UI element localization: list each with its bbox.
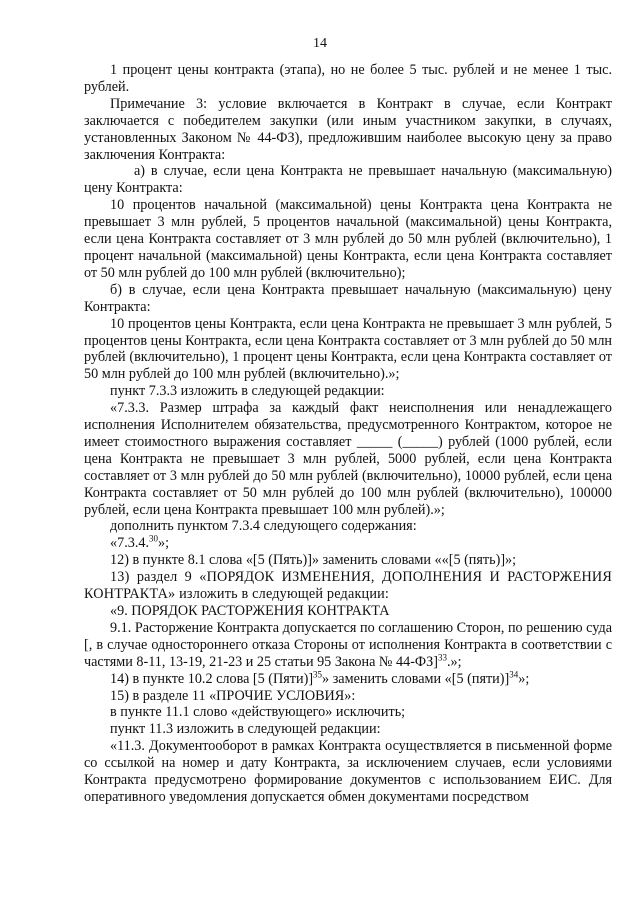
note-paragraph: Примечание 3: условие включается в Контракт в случае, если Контракт заключается с победителем закупки (или иным участником закупки, в случаях, установленных Законом № 44-ФЗ), предложившим наиболее высокую цену за право заключения Контракта: xyxy=(84,95,612,163)
paragraph: б) в случае, если цена Контракта превышает начальную (максимальную) цену Контракта: xyxy=(84,281,612,315)
paragraph: «7.3.4.30»; xyxy=(110,533,170,552)
footnote-ref: 30 xyxy=(149,533,159,544)
paragraph: а) в случае, если цена Контракта не превышает начальную (максимальную) цену Контракта: xyxy=(84,163,612,197)
footnote-ref: 33 xyxy=(437,651,447,662)
paragraph: 10 процентов начальной (максимальной) цены Контракта цена Контракта не превышает 3 млн рублей, 5 процентов начальной (максимальной) цены Контракта, если цена Контракта составляет от 3 млн рублей до 50 млн рублей (включительно), 1 процент начальной (максимальной) цены Контракта, если цена Контракта составляет от 50 млн рублей до 100 млн рублей (включительно); xyxy=(84,197,612,281)
paragraph: в пункте 11.1 слово «действующего» исключить; xyxy=(110,704,406,721)
paragraph: 9.1. Расторжение Контракта допускается по соглашению Сторон, по решению суда [, в случае одностороннего отказа Стороны от исполнения Контракта в соответствии с частями 8-11, 13-19, 21-23 и 25 статьи 95 Закона № 44-ФЗ]$^{33}$.»; xyxy=(84,619,612,670)
paragraph: 15) в разделе 11 «ПРОЧИЕ УСЛОВИЯ»: xyxy=(110,687,356,704)
footnote-ref: 34 xyxy=(509,668,519,679)
paragraph: 14) в пункте 10.2 слова [5 (Пяти)]$^{35}$» заменить словами «[5 (пяти)]$^{34}$»; xyxy=(110,668,530,687)
footnote-ref: 35 xyxy=(313,668,323,679)
document-body xyxy=(84,62,612,806)
paragraph: дополнить пунктом 7.3.4 следующего содержания: xyxy=(110,518,417,535)
paragraph: 10 процентов цены Контракта, если цена Контракта не превышает 3 млн рублей, 5 процентов цены Контракта, если цена Контракта составляет от 3 млн рублей до 50 млн рублей (включительно), 1 процент цены Контракта, если цена Контракта составляет от 50 млн рублей до 100 млн рублей (включительно).»; xyxy=(84,315,612,383)
paragraph: 12) в пункте 8.1 слова «[5 (Пять)]» заменить словами ««[5 (пять)]»; xyxy=(110,552,517,569)
paragraph: «7.3.3. Размер штрафа за каждый факт неисполнения или ненадлежащего исполнения Исполнителем обязательства, предусмотренного Контрактом, которое не имеет стоимостного выражения составляет _____ (_____) рублей (1000 рублей, если цена Контракта не превышает 3 млн рублей, 5000 рублей, если цена Контракта составляет от 3 млн рублей до 50 млн рублей (включительно), 10000 рублей, если цена Контракта составляет от 50 млн рублей до 100 млн рублей (включительно), 100000 рублей, если цена Контракта превышает 100 млн рублей).»; xyxy=(84,400,612,518)
paragraph: 13) раздел 9 «ПОРЯДОК ИЗМЕНЕНИЯ, ДОПОЛНЕНИЯ И РАСТОРЖЕНИЯ КОНТРАКТА» изложить в следующей редакции: xyxy=(84,569,612,603)
paragraph: 1 процент цены контракта (этапа), но не более 5 тыс. рублей и не менее 1 тыс. рублей. xyxy=(84,62,612,95)
paragraph: «11.3. Документооборот в рамках Контракта осуществляется в письменной форме со ссылкой на номер и дату Контракта, за исключением случаев, если условиями Контракта предусмотрено формирование документов с использованием ЕИС. Для оперативного уведомления допускается обмен документами посредством xyxy=(84,738,612,805)
paragraph: пункт 11.3 изложить в следующей редакции: xyxy=(110,721,381,738)
section-heading: «9. ПОРЯДОК РАСТОРЖЕНИЯ КОНТРАКТА xyxy=(110,603,390,619)
paragraph: пункт 7.3.3 изложить в следующей редакции: xyxy=(110,383,385,400)
page-number: 14 xyxy=(313,36,327,51)
